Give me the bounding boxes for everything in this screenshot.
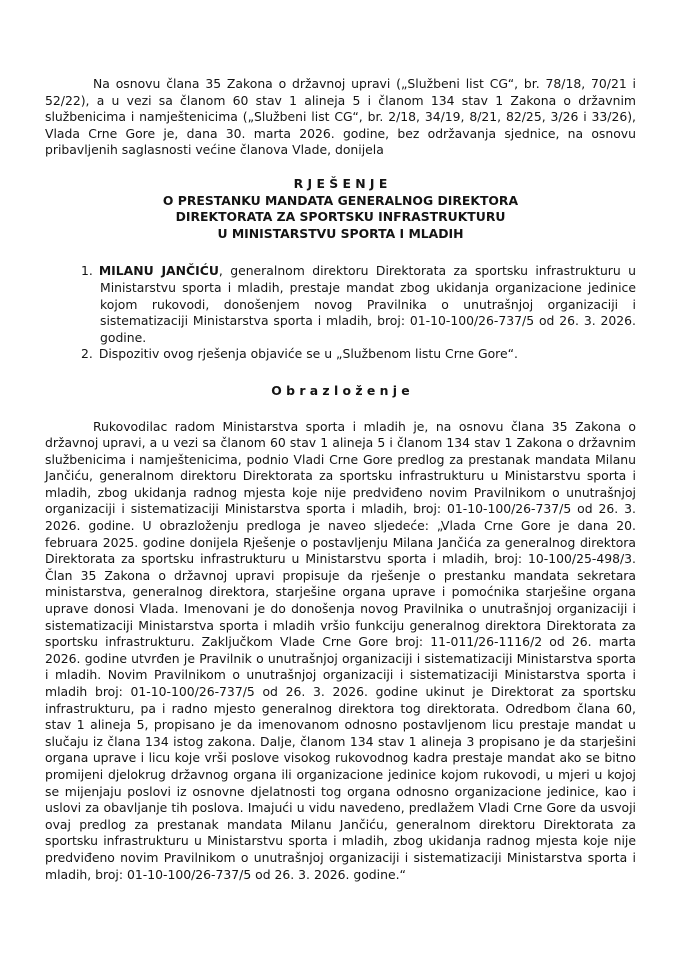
decision-title (45, 176, 636, 242)
list-item-1 (45, 263, 636, 346)
title-line-3: DIREKTORATA ZA SPORTSKU INFRASTRUKTURU (175, 209, 506, 225)
item-1-name: MILANU JANČIĆU (98, 263, 219, 279)
item-2-number: 2. (81, 346, 93, 362)
title-line-4: U MINISTARSTVU SPORTA I MLADIH (217, 225, 464, 241)
title-line-2: O PRESTANKU MANDATA GENERALNOG DIREKTORA (162, 192, 519, 208)
list-item-2 (45, 346, 636, 363)
decision-items (45, 263, 636, 363)
item-1-number: 1. (81, 263, 93, 279)
item-2-text: Dispozitiv ovog rješenja objaviće se u „Službenom listu Crne Gore“. (98, 346, 518, 362)
explanation-heading: O b r a z l o ž e n j e (271, 382, 410, 398)
item-1-text: , generalnom direktoru Direktorata za sportsku infrastrukturu u Ministarstvu sporta i mladih, prestaje mandat zbog ukidanja organizacione jedinice kojom rukovodi, donošenjem novog Pravilnika o unutrašnjoj organizaciji i sistematizaciji Ministarstva sporta i mladih, broj: 01-10-100/26-737/5 od 26. 3. 2026. godine. (100, 263, 636, 345)
explanation-paragraph: Rukovodilac radom Ministarstva sporta i mladih je, na osnovu člana 35 Zakona o državnoj upravi, a u vezi sa članom 60 stav 1 alineja 5 i članom 134 stav 1 Zakona o državnim službenicima i namještenicima, podnio Vladi Crne Gore predlog za prestanak mandata Milanu Jančiću, generalnom direktoru Direktorata za sportsku infrastrukturu u Ministarstvu sporta i mladih, zbog ukidanja radnog mjesta koje nije predviđeno novim Pravilnikom o unutrašnjoj organizaciji i sistematizaciji Ministarstva sporta i mladih, broj: 01-10-100/26-737/5 od 26. 3. 2026. godine. U obrazloženju predloga je naveo sljedeće: „Vlada Crne Gore je dana 20. februara 2025. godine donijela Rješenje o postavljenju Milana Jančića za generalnog direktora Direktorata za sportsku infrastrukturu u Ministarstvu sporta i mladih, broj: 10-100/25-498/3. Član 35 Zakona o državnoj upravi propisuje da rješenje o prestanku mandata sekretara ministarstva, generalnog direktora, starješine organa uprave i pomoćnika starješine organa uprave donosi Vlada. Imenovani je do donošenja novog Pravilnika o unutrašnjoj organizaciji i sistematizaciji Ministarstva sporta i mladih vršio funkciju generalnog direktora Direktorata za sportsku infrastrukturu. Zaključkom Vlade Crne Gore broj: 11-011/26-1116/2 od 26. marta 2026. godine utvrđen je Pravilnik o unutrašnjoj organizaciji i sistematizaciji Ministarstva sporta i mladih. Novim Pravilnikom o unutrašnjoj organizaciji i sistematizaciji Ministarstva sporta i mladih broj: 01-10-100/26-737/5 od 26. 3. 2026. godine ukinut je Direktorat za sportsku infrastrukturu, pa i radno mjesto generalnog direktora tog direktorata. Odredbom člana 60, stav 1 alineja 5, propisano je da imenovanom odnosno postavljenom licu prestaje mandat u slučaju iz člana 134 istog zakona. Dalje, članom 134 stav 1 alineja 3 propisano je da starješini organa uprave i licu koje vrši poslove visokog rukovodnog kadra prestaje mandat ako se bitno promijeni djelokrug državnog organa ili organizacione jedinice kojom rukovodi, u mjeri u kojoj se mijenjaju poslovi iz osnovne djelatnosti tog organa odnosno organizacione jedinice, kao i uslovi za obavljanje tih poslova. Imajući u vidu navedeno, predlažem Vladi Crne Gore da usvoji ovaj predlog za prestanak mandata Milanu Jančiću, generalnom direktoru Direktorata za sportsku infrastrukturu u Ministarstvu sporta i mladih, zbog ukidanja radnog mjesta koje nije predviđeno novim Pravilnikom o unutrašnjoj organizaciji i sistematizaciji Ministarstva sporta i mladih, broj: 01-10-100/26-737/5 od 26. 3. 2026. godine.“ (45, 418, 636, 882)
title-line-1: R J E Š E N J E (293, 175, 388, 191)
intro-paragraph: Na osnovu člana 35 Zakona o državnoj upravi („Službeni list CG“, br. 78/18, 70/21 i 52/22), a u vezi sa članom 60 stav 1 alineja 5 i članom 134 stav 1 Zakona o državnim službenicima i namještenicima („Službeni list CG“, br. 2/18, 34/19, 8/21, 82/25, 3/26 i 33/26), Vlada Crne Gore je, dana 30. marta 2026. godine, bez održavanja sjednice, na osnovu pribavljenih saglasnosti većine članova Vlade, donijela (45, 76, 636, 158)
